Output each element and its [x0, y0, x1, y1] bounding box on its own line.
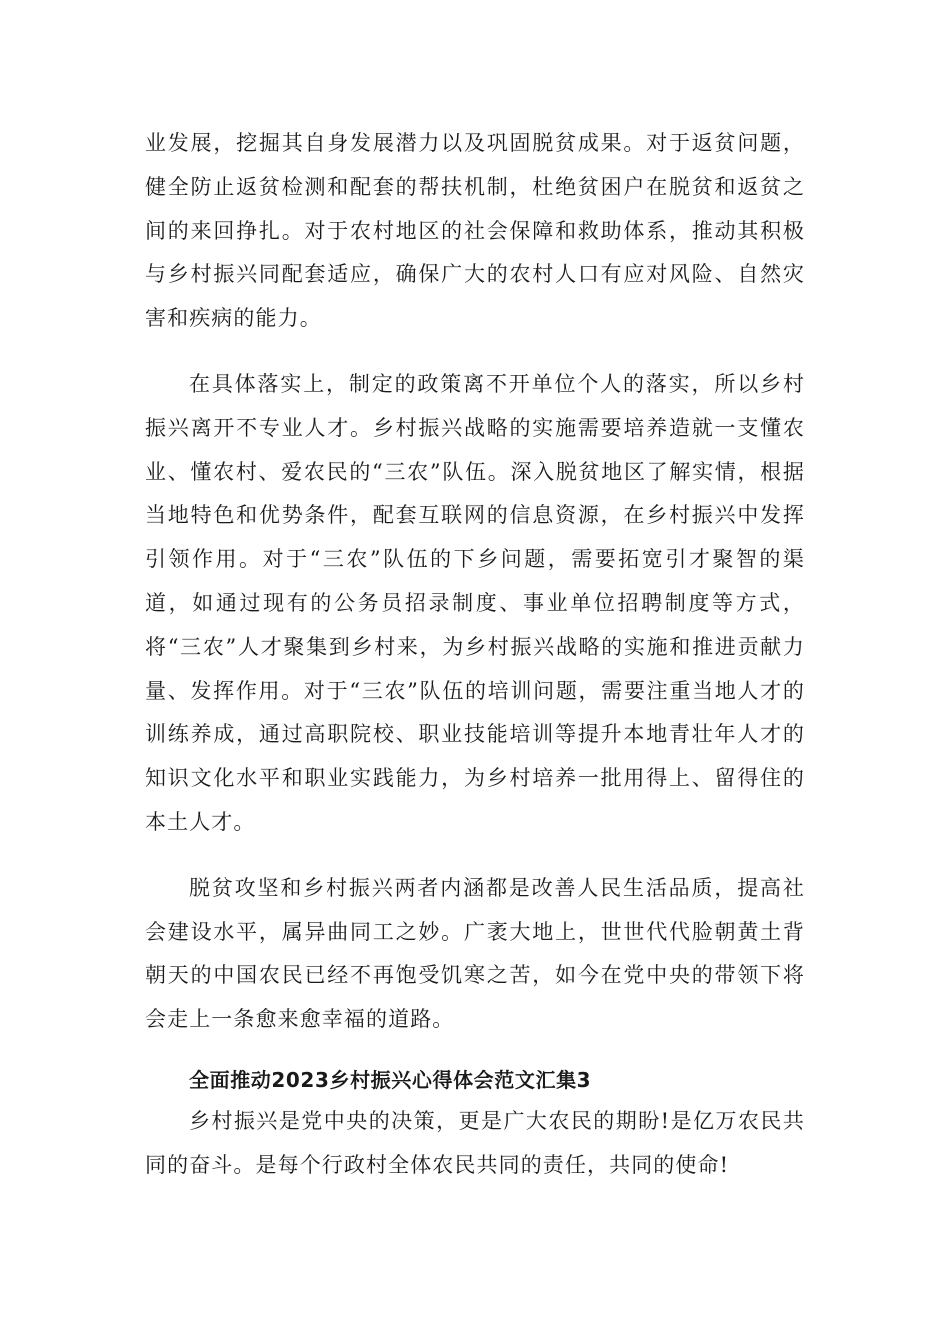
paragraph-conclusion: 脱贫攻坚和乡村振兴两者内涵都是改善人民生活品质，提高社会建设水平，属异曲同工之妙。广袤大地上，世世代代脸朝黄土背朝天的中国农民已经不再饱受饥寒之苦，如今在党中央的带领下将会走上一条愈来愈幸福的道路。: [145, 875, 805, 1032]
document-page: [145, 122, 805, 1188]
paragraph-closing: 乡村振兴是党中央的决策，更是广大农民的期盼!是亿万农民共同的奋斗。是每个行政村全体农民共同的责任，共同的使命!: [145, 1108, 805, 1177]
section-heading: 全面推动2023乡村振兴心得体会范文汇集3: [189, 1067, 592, 1092]
paragraph-continuation: 业发展，挖掘其自身发展潜力以及巩固脱贫成果。对于返贫问题，健全防止返贫检测和配套的帮扶机制，杜绝贫困户在脱贫和返贫之间的来回挣扎。对于农村地区的社会保障和救助体系，推动其积极与乡村振兴同配套适应，确保广大的农村人口有应对风险、自然灾害和疾病的能力。: [145, 131, 805, 331]
paragraph-talent: 在具体落实上，制定的政策离不开单位个人的落实，所以乡村振兴离开不专业人才。乡村振兴战略的实施需要培养造就一支懂农业、懂农村、爱农民的“三农”队伍。深入脱贫地区了解实情，根据当地特色和优势条件，配套互联网的信息资源，在乡村振兴中发挥引领作用。对于“三农”队伍的下乡问题，需要拓宽引才聚智的渠道，如通过现有的公务员招录制度、事业单位招聘制度等方式，将“三农”人才聚集到乡村来，为乡村振兴战略的实施和推进贡献力量、发挥作用。对于“三农”队伍的培训问题，需要注重当地人才的训练养成，通过高职院校、职业技能培训等提升本地青壮年人才的知识文化水平和职业实践能力，为乡村培养一批用得上、留得住的本土人才。: [145, 371, 805, 834]
